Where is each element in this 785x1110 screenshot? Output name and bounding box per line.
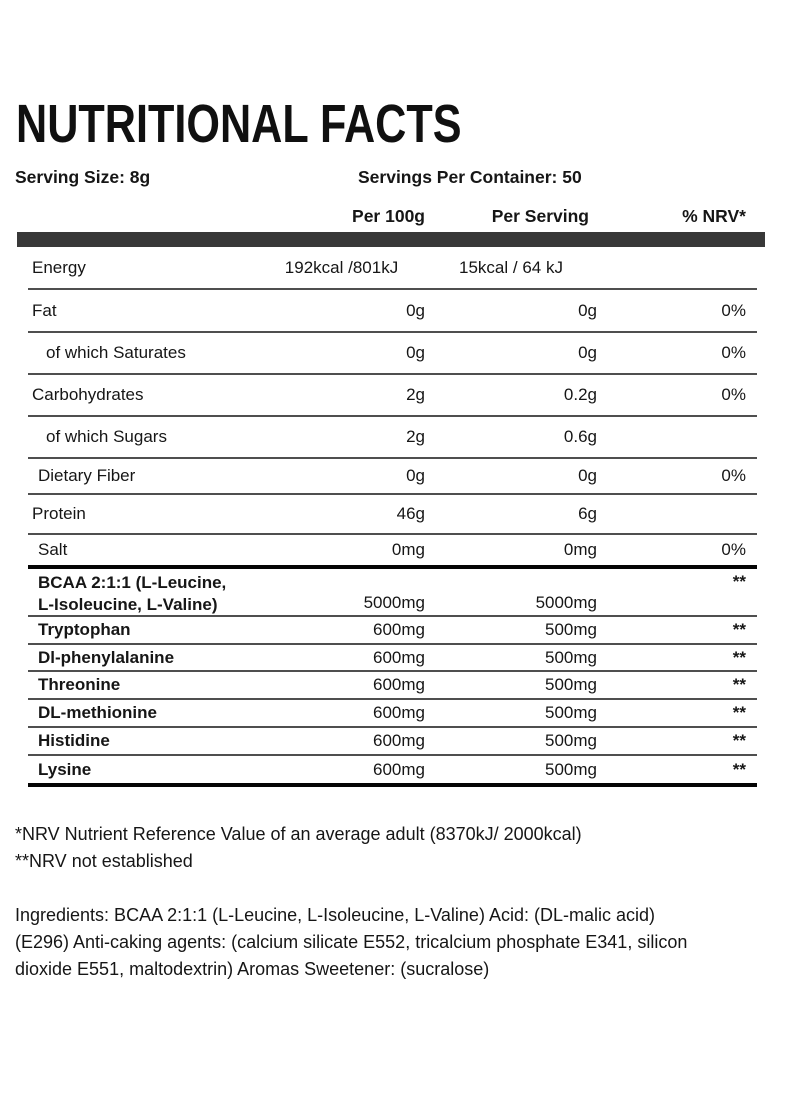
table-row-dl-phenylalanine <box>28 645 757 672</box>
row-per-serving: 500mg <box>545 759 597 779</box>
row-label: of which Saturates <box>46 343 186 362</box>
table-row-dl-methionine <box>28 700 757 728</box>
row-per-serving: 6g <box>578 504 597 523</box>
row-per-serving: 500mg <box>545 703 597 722</box>
row-per-serving: 0g <box>578 343 597 362</box>
row-per-serving: 0.6g <box>563 427 597 446</box>
ingredients-line: dioxide E551, maltodextrin) Aromas Sweetener: (sucralose) <box>15 959 490 979</box>
row-label: Salt <box>38 540 68 559</box>
ingredients-paragraph <box>15 902 785 983</box>
row-nrv: 0% <box>721 540 746 559</box>
table-row-salt <box>28 535 757 569</box>
column-header-nrv: % NRV* <box>682 206 746 226</box>
row-per-serving: 0g <box>578 300 597 320</box>
row-per-serving: 0g <box>578 466 597 485</box>
row-label: Dietary Fiber <box>38 466 136 485</box>
serving-info-row <box>15 167 785 188</box>
row-per-100g: 600mg <box>373 759 425 779</box>
row-per-100g: 2g <box>406 427 425 446</box>
row-label: of which Sugars <box>46 427 167 446</box>
row-per-serving: 500mg <box>545 731 597 750</box>
row-nrv: 0% <box>721 385 746 404</box>
table-row-bcaa <box>28 569 757 617</box>
column-header-per-serving: Per Serving <box>491 206 589 226</box>
row-label-line2: L-Isoleucine, L-Valine) <box>38 595 218 614</box>
row-per-100g: 600mg <box>373 620 425 639</box>
footnotes <box>15 821 785 875</box>
row-nrv: 0% <box>721 300 746 320</box>
footnote-nrv-not-established: **NRV not established <box>15 851 193 871</box>
table-row-sugars <box>28 417 757 459</box>
row-label: Threonine <box>38 675 121 694</box>
row-per-serving: 0mg <box>563 540 597 559</box>
row-per-100g: 600mg <box>373 731 425 750</box>
row-label: Fat <box>32 300 57 320</box>
row-label <box>28 569 258 616</box>
ingredients-line: (E296) Anti-caking agents: (calcium silicate E552, tricalcium phosphate E341, silicon <box>15 932 688 952</box>
row-per-100g: 600mg <box>373 703 425 722</box>
row-per-100g: 0g <box>406 466 425 485</box>
row-label: Carbohydrates <box>32 385 144 404</box>
table-header-row <box>28 206 757 227</box>
row-per-serving: 500mg <box>545 647 597 667</box>
row-nrv: 0% <box>721 343 746 362</box>
ingredients-line: Ingredients: BCAA 2:1:1 (L-Leucine, L-Isoleucine, L-Valine) Acid: (DL-malic acid) <box>15 905 655 925</box>
row-per-100g: 192kcal /801kJ <box>284 257 399 277</box>
row-per-100g: 600mg <box>373 675 425 694</box>
row-per-100g: 5000mg <box>363 593 425 612</box>
row-per-100g: 600mg <box>373 647 425 667</box>
row-label: Lysine <box>38 759 92 779</box>
row-nrv: ** <box>732 620 746 639</box>
servings-per-container-text: Servings Per Container: 50 <box>358 167 582 187</box>
table-row-carbohydrates <box>28 375 757 417</box>
row-nrv: ** <box>732 703 746 722</box>
table-row-energy <box>28 247 757 290</box>
row-per-100g: 0mg <box>391 540 425 559</box>
row-per-serving: 500mg <box>545 620 597 639</box>
column-header-per-100g: Per 100g <box>352 206 425 226</box>
row-nrv: ** <box>732 731 746 750</box>
row-label: Histidine <box>38 731 110 750</box>
table-row-threonine <box>28 672 757 700</box>
row-label: Energy <box>32 257 86 277</box>
row-nrv: ** <box>732 759 746 779</box>
row-nrv: ** <box>732 572 746 591</box>
table-row-fat <box>28 290 757 333</box>
row-per-100g: 46g <box>396 504 425 523</box>
header-divider-bar <box>17 232 765 247</box>
footnote-nrv-definition: *NRV Nutrient Reference Value of an average adult (8370kJ/ 2000kcal) <box>15 824 582 844</box>
table-row-histidine <box>28 728 757 756</box>
row-per-100g: 0g <box>406 300 425 320</box>
table-row-tryptophan <box>28 617 757 645</box>
row-label: Dl-phenylalanine <box>38 647 175 667</box>
row-per-100g: 2g <box>406 385 425 404</box>
row-per-serving: 500mg <box>545 675 597 694</box>
row-per-serving: 0.2g <box>563 385 597 404</box>
page-title: NUTRITIONAL FACTS <box>16 94 462 154</box>
row-nrv: 0% <box>721 466 746 485</box>
table-row-protein <box>28 495 757 535</box>
table-row-lysine <box>28 756 757 787</box>
row-label-line1: BCAA 2:1:1 (L-Leucine, <box>38 573 227 592</box>
row-nrv: ** <box>732 647 746 667</box>
row-nrv: ** <box>732 675 746 694</box>
row-per-serving: 5000mg <box>535 593 597 612</box>
serving-size-text: Serving Size: 8g <box>15 167 151 187</box>
row-label: DL-methionine <box>38 703 157 722</box>
table-row-dietary-fiber <box>28 459 757 495</box>
nutrition-table <box>28 247 757 787</box>
row-per-serving: 15kcal / 64 kJ <box>459 257 563 277</box>
table-row-saturates <box>28 333 757 375</box>
row-label: Tryptophan <box>38 620 131 639</box>
row-label: Protein <box>32 504 86 523</box>
row-per-100g: 0g <box>406 343 425 362</box>
